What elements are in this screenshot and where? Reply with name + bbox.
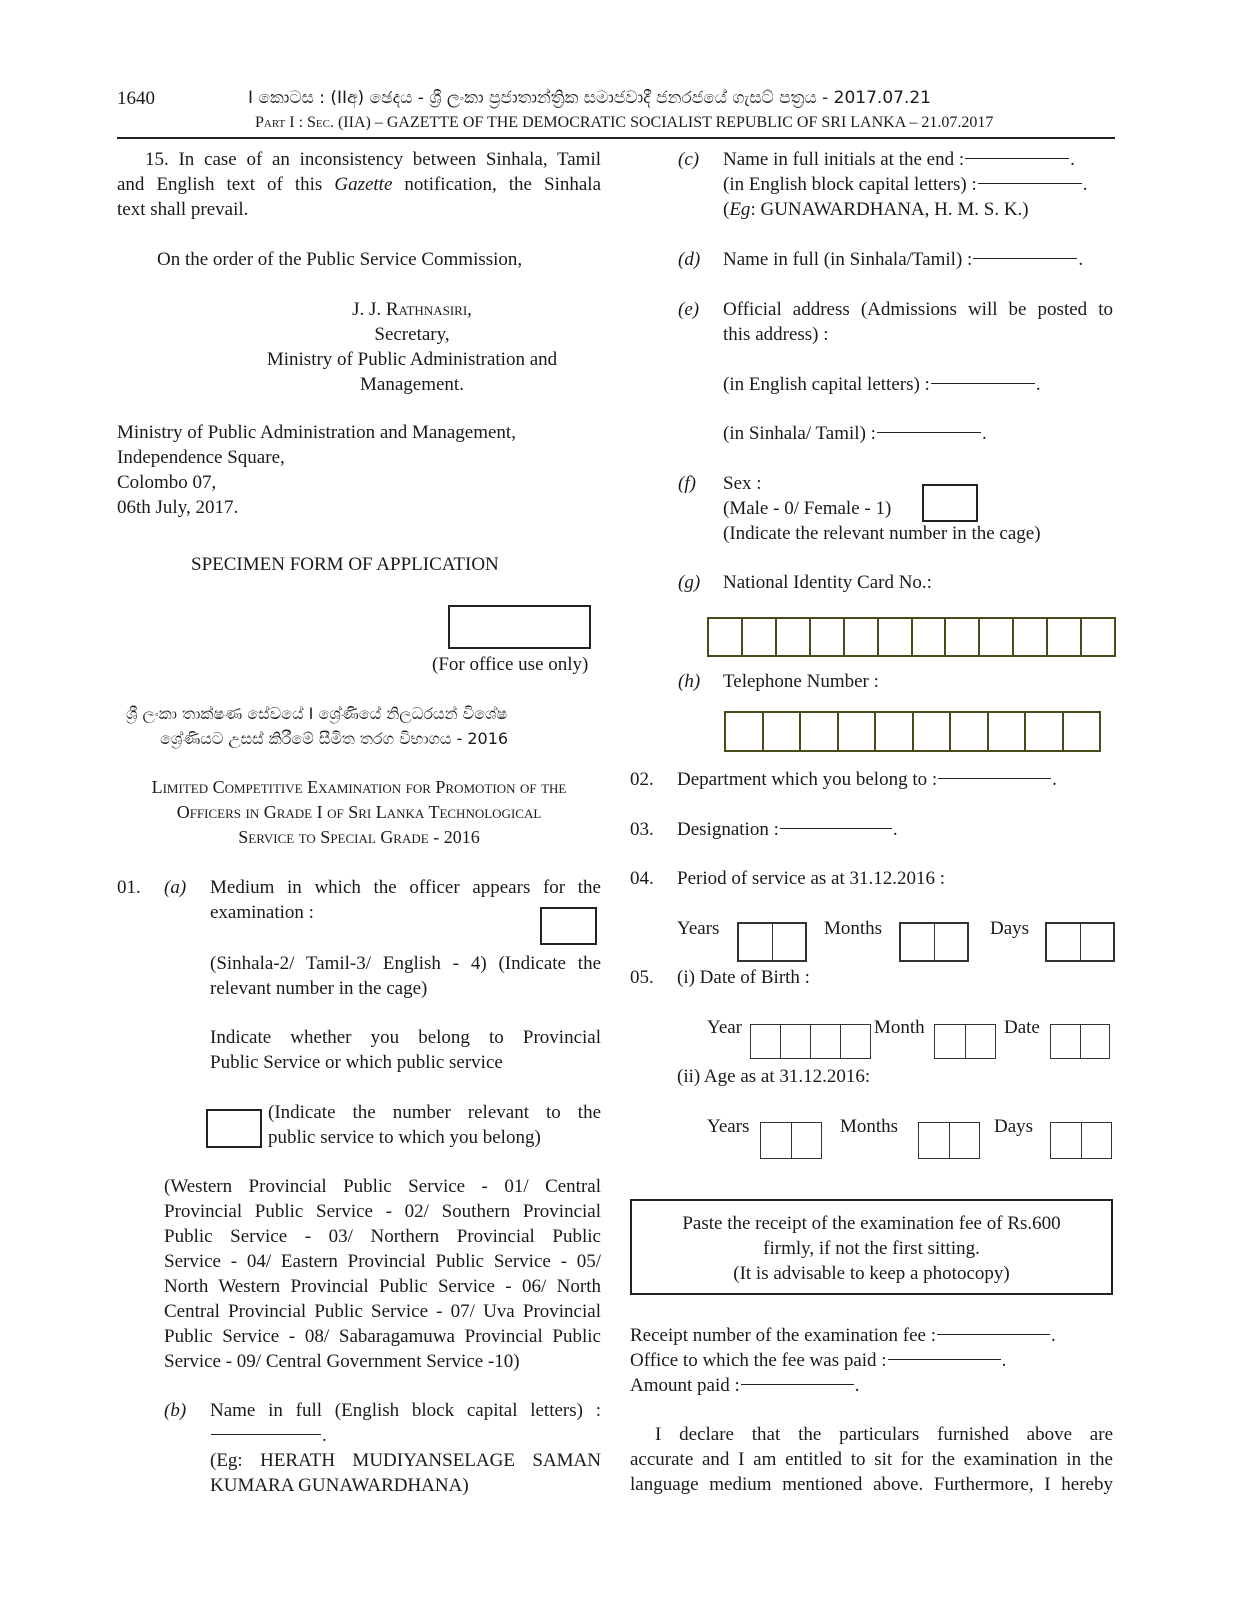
services-line: Provincial Public Service - 02/ Southern Provincial bbox=[164, 1201, 601, 1222]
g-line-1: National Identity Card No.: bbox=[723, 572, 932, 593]
digit-cell[interactable] bbox=[966, 1025, 996, 1058]
q01b-line-1: Name in full (English block capital letters) : bbox=[210, 1400, 601, 1421]
c-line-1[interactable]: Name in full initials at the end : . bbox=[723, 149, 1075, 170]
declaration-line-2: accurate and I am entitled to sit for the examination in the bbox=[630, 1449, 1113, 1470]
specimen-title: SPECIMEN FORM OF APPLICATION bbox=[191, 554, 499, 575]
c-example: (Eg: GUNAWARDHANA, H. M. S. K.) bbox=[723, 199, 1029, 220]
period-days-cage[interactable] bbox=[1045, 922, 1115, 962]
receipt-paste-box bbox=[630, 1199, 1113, 1295]
age-years-cage[interactable] bbox=[760, 1122, 822, 1159]
services-line: North Western Provincial Public Service - 06/ North bbox=[164, 1276, 601, 1297]
e-label: (e) bbox=[678, 299, 700, 320]
digit-cell[interactable] bbox=[839, 713, 877, 750]
office-use-box bbox=[448, 605, 591, 649]
digit-cell[interactable] bbox=[811, 619, 845, 655]
page-number: 1640 bbox=[117, 88, 155, 109]
digit-cell[interactable] bbox=[980, 619, 1014, 655]
g-label: (g) bbox=[678, 572, 701, 593]
e-line-1: Official address (Admissions will be posted to bbox=[723, 299, 1113, 320]
digit-cell[interactable] bbox=[919, 1123, 950, 1158]
age-years-label: Years bbox=[707, 1116, 750, 1137]
q01a-line-2: examination : bbox=[210, 902, 314, 923]
header-rule bbox=[117, 137, 1115, 139]
f-line-2: (Male - 0/ Female - 1) bbox=[723, 498, 892, 519]
digit-cell[interactable] bbox=[989, 713, 1027, 750]
q03-line[interactable]: Designation : . bbox=[677, 819, 898, 840]
digit-cell[interactable] bbox=[879, 619, 913, 655]
f-line-3: (Indicate the relevant number in the cage) bbox=[723, 523, 1041, 544]
q01a-line-1: Medium in which the officer appears for the bbox=[210, 877, 601, 898]
digit-cell[interactable] bbox=[1082, 619, 1114, 655]
digit-cell[interactable] bbox=[913, 619, 947, 655]
digit-cell[interactable] bbox=[951, 713, 989, 750]
q01b-example-2: KUMARA GUNAWARDHANA) bbox=[210, 1475, 469, 1496]
digit-cell[interactable] bbox=[811, 1025, 841, 1058]
q02-line[interactable]: Department which you belong to : . bbox=[677, 769, 1057, 790]
d-line-1[interactable]: Name in full (in Sinhala/Tamil) : . bbox=[723, 249, 1084, 270]
digit-cell[interactable] bbox=[946, 619, 980, 655]
f-line-1: Sex : bbox=[723, 473, 762, 494]
period-months-label: Months bbox=[824, 918, 883, 939]
f-label: (f) bbox=[678, 473, 696, 494]
nic-grid[interactable] bbox=[707, 617, 1116, 657]
d-label: (d) bbox=[678, 249, 701, 270]
birth-month-cage[interactable] bbox=[934, 1024, 996, 1059]
q01b-label: (b) bbox=[164, 1400, 187, 1421]
exam-title-2: Officers in Grade I of Sri Lanka Technological bbox=[176, 802, 542, 822]
digit-cell[interactable] bbox=[761, 1123, 792, 1158]
q01a-line-3: (Sinhala-2/ Tamil-3/ English - 4) (Indicate the bbox=[210, 953, 601, 974]
age-months-label: Months bbox=[840, 1116, 899, 1137]
digit-cell[interactable] bbox=[935, 924, 968, 960]
header-sinhala-title: I කොටස : (IIඅ) ඡෙදය - ශ්‍රී ලංකා ප්‍රජාතාන්ත්‍රික සමාජවාදී ජනරජයේ ගැසට් පත්‍රය - 2017.07.21 bbox=[248, 88, 931, 108]
receipt-number-line[interactable]: Receipt number of the examination fee : . bbox=[630, 1325, 1056, 1346]
q01b-example-1: (Eg: HERATH MUDIYANSELAGE SAMAN bbox=[210, 1450, 601, 1471]
digit-cell[interactable] bbox=[914, 713, 952, 750]
address-line-2: Independence Square, bbox=[117, 447, 285, 468]
gazette-title: (IIA) – GAZETTE OF THE DEMOCRATIC SOCIALIST REPUBLIC OF SRI LANKA – 21.07.2017 bbox=[337, 114, 994, 131]
digit-cell[interactable] bbox=[1047, 924, 1081, 960]
q05-number: 05. bbox=[630, 967, 654, 988]
medium-cage[interactable] bbox=[540, 907, 597, 945]
declaration-line-1: I declare that the particulars furnished above are bbox=[655, 1424, 1113, 1445]
period-months-cage[interactable] bbox=[899, 922, 969, 962]
sinhala-exam-title-1: ශ්‍රී ලංකා තාක්ෂණ සේවයේ I ශ්‍රේණියේ නිලධරයන් විශේෂ bbox=[126, 704, 508, 723]
digit-cell[interactable] bbox=[751, 1025, 781, 1058]
digit-cell[interactable] bbox=[876, 713, 914, 750]
declaration-line-3: language medium mentioned above. Furthermore, I hereby bbox=[630, 1474, 1113, 1495]
q01b-blank[interactable]: . bbox=[210, 1423, 327, 1448]
birth-year-label: Year bbox=[707, 1017, 743, 1038]
address-line-1: Ministry of Public Administration and Management, bbox=[117, 422, 516, 443]
digit-cell[interactable] bbox=[801, 713, 839, 750]
q01a-line-8: public service to which you belong) bbox=[268, 1127, 541, 1148]
digit-cell[interactable] bbox=[743, 619, 777, 655]
period-years-label: Years bbox=[677, 918, 720, 939]
exam-title-3: Service to Special Grade - 2016 bbox=[238, 827, 480, 847]
public-service-cage[interactable] bbox=[206, 1109, 262, 1148]
digit-cell[interactable] bbox=[1051, 1123, 1082, 1158]
e-line-2: this address) : bbox=[723, 324, 829, 345]
receipt-office-line[interactable]: Office to which the fee was paid : . bbox=[630, 1350, 1007, 1371]
notice-line-2: firmly, if not the first sitting. bbox=[763, 1238, 980, 1259]
services-line: Service - 09/ Central Government Service -10) bbox=[164, 1351, 520, 1372]
sinhala-exam-title-2: ශ්‍රේණියට උසස් කිරීමේ සීමිත තරග විභාගය - 2016 bbox=[160, 729, 509, 748]
receipt-amount-line[interactable]: Amount paid : . bbox=[630, 1375, 860, 1396]
notice-line-3: (It is advisable to keep a photocopy) bbox=[733, 1263, 1010, 1284]
digit-cell[interactable] bbox=[773, 924, 806, 960]
q05-age-label: (ii) Age as at 31.12.2016: bbox=[677, 1066, 871, 1087]
q01a-line-5: Indicate whether you belong to Provincial bbox=[210, 1027, 601, 1048]
digit-cell[interactable] bbox=[781, 1025, 811, 1058]
birth-date-cage[interactable] bbox=[1050, 1024, 1110, 1059]
h-label: (h) bbox=[678, 671, 701, 692]
digit-cell[interactable] bbox=[739, 924, 773, 960]
q01a-line-4: relevant number in the cage) bbox=[210, 978, 428, 999]
digit-cell[interactable] bbox=[1014, 619, 1048, 655]
signatory-name: J. J. Rathnasiri, bbox=[352, 299, 472, 320]
q01-number: 01. bbox=[117, 877, 141, 898]
sex-cage[interactable] bbox=[922, 484, 978, 522]
services-line: Service - 04/ Eastern Provincial Public Service - 05/ bbox=[164, 1251, 601, 1272]
digit-cell[interactable] bbox=[1081, 924, 1114, 960]
q01a-line-7: (Indicate the number relevant to the bbox=[268, 1102, 601, 1123]
digit-cell[interactable] bbox=[1048, 619, 1082, 655]
digit-cell[interactable] bbox=[935, 1025, 966, 1058]
digit-cell[interactable] bbox=[1082, 1123, 1112, 1158]
digit-cell[interactable] bbox=[841, 1025, 870, 1058]
clause15-line1: 15. In case of an inconsistency between Sinhala, Tamil bbox=[145, 149, 601, 170]
period-years-cage[interactable] bbox=[737, 922, 807, 962]
q05-dob-label: (i) Date of Birth : bbox=[677, 967, 810, 988]
notice-line-1: Paste the receipt of the examination fee of Rs.600 bbox=[682, 1213, 1061, 1234]
birth-date-label: Date bbox=[1004, 1017, 1040, 1038]
services-line: Central Provincial Public Service - 07/ Uva Provincial bbox=[164, 1301, 601, 1322]
signatory-ministry-2: Management. bbox=[360, 374, 464, 395]
signatory-ministry-1: Ministry of Public Administration and bbox=[266, 349, 558, 370]
part-label: Part I : Sec. bbox=[255, 114, 334, 131]
c-line-2[interactable]: (in English block capital letters) : . bbox=[723, 174, 1088, 195]
address-date: 06th July, 2017. bbox=[117, 497, 239, 518]
order-line: On the order of the Public Service Commission, bbox=[157, 249, 523, 270]
address-line-3: Colombo 07, bbox=[117, 472, 217, 493]
q01a-line-6: Public Service or which public service bbox=[210, 1052, 503, 1073]
e-line-3[interactable]: (in English capital letters) : . bbox=[723, 374, 1041, 395]
digit-cell[interactable] bbox=[709, 619, 743, 655]
age-days-cage[interactable] bbox=[1050, 1122, 1112, 1159]
exam-title-1: Limited Competitive Examination for Promotion of the bbox=[151, 777, 567, 797]
services-line: (Western Provincial Public Service - 01/ Central bbox=[164, 1176, 601, 1197]
digit-cell[interactable] bbox=[901, 924, 935, 960]
clause15-line3: text shall prevail. bbox=[117, 199, 249, 220]
q03-number: 03. bbox=[630, 819, 654, 840]
digit-cell[interactable] bbox=[777, 619, 811, 655]
header-english-title bbox=[255, 110, 993, 135]
clause15-line2: and English text of this Gazette notification, the Sinhala bbox=[117, 174, 601, 195]
e-line-4[interactable]: (in Sinhala/ Tamil) : . bbox=[723, 423, 987, 444]
digit-cell[interactable] bbox=[845, 619, 879, 655]
digit-cell[interactable] bbox=[1064, 713, 1100, 750]
digit-cell[interactable] bbox=[1051, 1025, 1081, 1058]
c-label: (c) bbox=[678, 149, 700, 170]
q04-line: Period of service as at 31.12.2016 : bbox=[677, 868, 946, 889]
digit-cell[interactable] bbox=[1026, 713, 1064, 750]
digit-cell[interactable] bbox=[726, 713, 764, 750]
services-line: Public Service - 08/ Sabaragamuwa Provincial Public bbox=[164, 1326, 601, 1347]
digit-cell[interactable] bbox=[792, 1123, 822, 1158]
age-days-label: Days bbox=[994, 1116, 1034, 1137]
digit-cell[interactable] bbox=[764, 713, 802, 750]
period-days-label: Days bbox=[990, 918, 1030, 939]
age-months-cage[interactable] bbox=[918, 1122, 980, 1159]
birth-month-label: Month bbox=[874, 1017, 925, 1038]
q04-number: 04. bbox=[630, 868, 654, 889]
q01a-label: (a) bbox=[164, 877, 187, 898]
signatory-title: Secretary, bbox=[374, 324, 450, 345]
phone-grid[interactable] bbox=[724, 711, 1101, 752]
digit-cell[interactable] bbox=[950, 1123, 980, 1158]
services-line: Public Service - 03/ Northern Provincial Public bbox=[164, 1226, 601, 1247]
digit-cell[interactable] bbox=[1081, 1025, 1110, 1058]
q02-number: 02. bbox=[630, 769, 654, 790]
office-use-label: (For office use only) bbox=[432, 654, 589, 675]
h-line-1: Telephone Number : bbox=[723, 671, 879, 692]
birth-year-cage[interactable] bbox=[750, 1024, 871, 1059]
